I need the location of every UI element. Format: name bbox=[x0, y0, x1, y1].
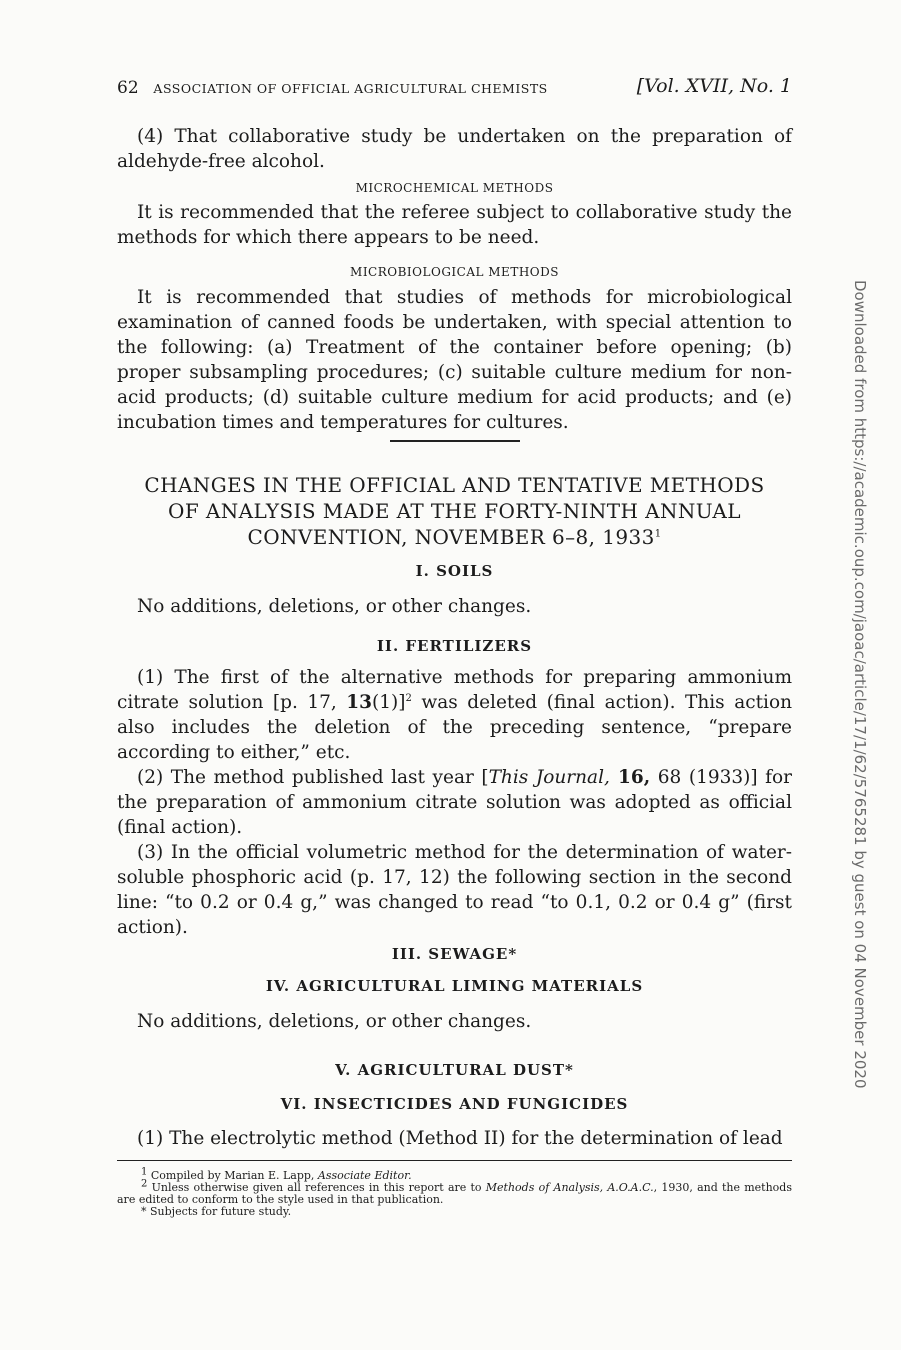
soils-heading: I. SOILS bbox=[415, 562, 494, 580]
text-run: 13 bbox=[346, 692, 373, 713]
text-run: , 1930, and the methods are edited to conform to the style used in that publication. bbox=[117, 1181, 792, 1206]
text-run: (2) The method published last year [ bbox=[137, 767, 489, 788]
running-header bbox=[117, 76, 792, 101]
microbiological-section bbox=[117, 285, 792, 435]
running-title: ASSOCIATION OF OFFICIAL AGRICULTURAL CHEMISTS bbox=[153, 81, 548, 96]
paragraph: It is recommended that studies of methods for microbiological examination of canned foods be undertaken, with special attention to the following: (a) Treatment of the container before opening; (b) proper subsampling procedures; (c) suitable culture medium for non-acid products; (d) suitable culture medium for acid products; and (e) incubation times and temperatures for cultures. bbox=[117, 287, 792, 433]
microbiological-heading: MICROBIOLOGICAL METHODS bbox=[350, 265, 559, 279]
footnotes bbox=[117, 1166, 792, 1218]
text-run: 16, bbox=[609, 767, 651, 788]
footnote-mark: 1 bbox=[654, 528, 662, 540]
sewage-heading: III. SEWAGE* bbox=[391, 945, 518, 963]
paragraph: (1) The electrolytic method (Method II) for the determination of lead bbox=[137, 1128, 783, 1149]
liming-section bbox=[117, 1009, 792, 1034]
section-divider bbox=[390, 440, 520, 442]
title-line bbox=[117, 524, 792, 550]
text-run: Methods of Analysis, A.O.A.C. bbox=[485, 1181, 654, 1194]
download-notice: Downloaded from https://academic.oup.com/jaoac/article/17/1/62/5765281 by guest on 04 November 2020 bbox=[851, 280, 869, 1089]
volume-label: [Vol. XVII, No. 1 bbox=[636, 75, 792, 97]
paragraph: It is recommended that the referee subject to collaborative study the methods for which there appears to be need. bbox=[117, 202, 792, 248]
insecticides-heading: VI. INSECTICIDES AND FUNGICIDES bbox=[280, 1095, 629, 1113]
text-run: (1)] bbox=[372, 692, 406, 713]
footnote-3: * Subjects for future study. bbox=[141, 1205, 292, 1218]
dust-heading: V. AGRICULTURAL DUST* bbox=[335, 1061, 574, 1079]
text-run: (1) The first of the alternative methods for preparing ammonium citrate solution [p. 17, bbox=[117, 667, 792, 713]
page-number: 62 bbox=[117, 78, 139, 98]
text-run: 68 (1933)] for the preparation of ammonium citrate solution was adopted as official (final action). bbox=[117, 767, 792, 838]
footnote-mark: 2 bbox=[405, 692, 412, 704]
text-run: Compiled by Marian E. Lapp, bbox=[147, 1169, 318, 1182]
text-run: Associate Editor. bbox=[317, 1169, 412, 1182]
footnote-rule bbox=[117, 1160, 792, 1161]
liming-heading: IV. AGRICULTURAL LIMING MATERIALS bbox=[265, 977, 644, 995]
paragraph: No additions, deletions, or other changes. bbox=[137, 596, 532, 617]
fertilizers-heading: II. FERTILIZERS bbox=[376, 637, 533, 655]
title-line: CHANGES IN THE OFFICIAL AND TENTATIVE METHODS bbox=[144, 473, 765, 497]
text-run: was deleted (final action). This action also includes the deletion of the preceding sentence, “prepare according to either,” etc. bbox=[117, 692, 792, 763]
article-title bbox=[117, 472, 792, 550]
paragraph: (4) That collaborative study be undertaken on the preparation of aldehyde-free alcohol. bbox=[117, 126, 792, 172]
footnote-2 bbox=[117, 1178, 792, 1206]
paragraph bbox=[117, 765, 792, 840]
soils-section bbox=[117, 594, 792, 619]
paragraph: No additions, deletions, or other changes. bbox=[137, 1011, 532, 1032]
text-run: This Journal, bbox=[488, 767, 610, 788]
footnote-mark: 2 bbox=[141, 1178, 148, 1190]
paragraph bbox=[117, 665, 792, 765]
title-line: OF ANALYSIS MADE AT THE FORTY-NINTH ANNUAL bbox=[168, 499, 741, 523]
fertilizers-section bbox=[117, 665, 792, 940]
intro-item-4 bbox=[117, 124, 792, 174]
text-run: Unless otherwise given all references in this report are to bbox=[147, 1181, 486, 1194]
insecticides-section bbox=[117, 1126, 792, 1151]
footnote-mark: 1 bbox=[141, 1166, 148, 1178]
title-line-text: CONVENTION, NOVEMBER 6–8, 1933 bbox=[247, 525, 655, 549]
microchemical-heading: MICROCHEMICAL METHODS bbox=[355, 181, 554, 195]
paragraph: (3) In the official volumetric method for the determination of water-soluble phosphoric acid (p. 17, 12) the following section in the second line: “to 0.2 or 0.4 g,” was changed to read “to 0.1, 0.2 or 0.4 g” (first action). bbox=[117, 842, 792, 938]
microchemical-section bbox=[117, 200, 792, 250]
